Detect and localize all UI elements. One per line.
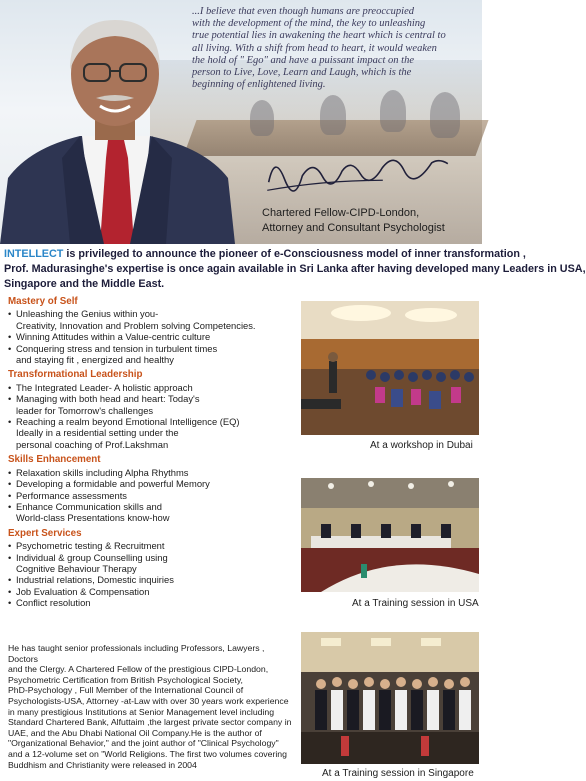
list-item-continuation: World-class Presentations know-how [16,512,170,524]
quote-line: person to Live, Love, Learn and Laugh, which is the [192,67,412,79]
bio-line: Buddhism and Christianity were released in 2004 [8,759,197,770]
bio-line: and the Clergy. A Chartered Fellow of the prestigious CIPD-London, [8,664,269,675]
list-item: • Conquering stress and tension in turbulent times [8,342,218,354]
announcement-line-2: Prof. Madurasinghe's expertise is once again available in Sri Lanka after having developed many Leaders in USA, [4,263,586,275]
credentials [262,206,445,236]
bio-line: Standard Chartered Bank, Alfuttaim ,the largest private sector company in [8,717,292,728]
caption-usa: At a Training session in USA [352,598,479,609]
caption-singapore: At a Training session in Singapore [322,768,474,779]
list-item-continuation: leader for Tomorrow's challenges [16,404,154,416]
list-item: • Conflict resolution [8,597,91,609]
announcement-line-3: Singapore and the Middle East. [4,278,165,290]
list-item: • Enhance Communication skills and [8,500,162,512]
bio-line: PhD-Psychology , Full Member of the International Council of [8,685,244,696]
bio-line: UAE, and the Abu Dhabi National Oil Company.He is the author of [8,727,262,738]
quote-text [192,6,474,91]
list-item-continuation: Ideally in a residential setting under the [16,427,179,439]
list-item: • Winning Attitudes within a Value-centric culture [8,331,211,343]
list-item: • Industrial relations, Domestic inquiries [8,574,174,586]
training-usa-photo [301,478,479,592]
list-item: • Job Evaluation & Compensation [8,585,150,597]
background-attendee [320,95,346,135]
announcement-text: is privileged to announce the pioneer of e-Consciousness model of inner transformation , [63,248,526,260]
quote-line: all living. With a shift from head to heart, it would weaken [192,42,437,54]
brand-name: INTELLECT [4,248,64,260]
bio-line: and a 12-volume set on "World Religions. The first two volumes covering [8,748,287,759]
announcement [4,247,586,292]
section-title-skills: Skills Enhancement [8,454,101,466]
section-title-leadership: Transformational Leadership [8,369,143,381]
quote-line: with the development of the mind, the key to unleashing [192,18,426,30]
bio-line: in many prestigious Institutions at Senior Management level including [8,706,275,717]
credential-line: Chartered Fellow-CIPD-London, [262,207,420,219]
section-title-mastery: Mastery of Self [8,296,78,307]
quote-line: ...I believe that even though humans are preoccupied [192,6,414,17]
bio-line: "Organizational Behavior," and the joint author of "Clinical Psychology" [8,738,279,749]
list-item: • Unleashing the Genius within you- [8,308,159,320]
background-attendee [380,90,406,132]
training-singapore-photo [301,632,479,764]
bio-line: Psychometric Certification from British Psychological Society, [8,674,243,685]
quote-line: beginning of enlightened living. [192,79,326,91]
announcement-line-1 [4,247,526,262]
list-item: • Performance assessments [8,489,127,501]
list-item: • Relaxation skills including Alpha Rhythms [8,466,189,478]
list-item: • The Integrated Leader- A holistic approach [8,381,193,393]
list-item-continuation: and staying fit , energized and healthy [16,354,174,366]
background-attendee [430,92,460,138]
list-item: • Reaching a realm beyond Emotional Intelligence (EQ) [8,416,240,428]
biography [8,643,296,770]
list-item-continuation: Cognitive Behaviour Therapy [16,562,137,574]
quote-line: the hold of " Ego" and have a puissant impact on the [192,54,415,66]
bio-line: He has taught senior professionals including Professors, Lawyers , Doctors [8,643,265,664]
hero-banner [0,0,482,244]
quote-line: true potential lies in awakening the heart which is central to [192,30,446,42]
section-title-expert: Expert Services [8,527,82,539]
list-item-continuation: Creativity, Innovation and Problem solving Competencies. [16,319,256,331]
workshop-dubai-photo [301,301,479,435]
services-list [8,296,296,609]
credential-line: Attorney and Consultant Psychologist [262,222,445,234]
list-item: • Developing a formidable and powerful Memory [8,478,210,490]
list-item-continuation: personal coaching of Prof.Lakshman [16,438,169,450]
bio-line: Psychologists-USA, Attorney -at-Law with over 30 years work experience [8,695,289,706]
background-attendee [250,100,274,136]
list-item: • Individual & group Counselling using [8,551,168,563]
list-item: • Managing with both head and heart: Today's [8,393,200,405]
caption-dubai: At a workshop in Dubai [370,440,473,451]
list-item: • Psychometric testing & Recruitment [8,540,165,552]
